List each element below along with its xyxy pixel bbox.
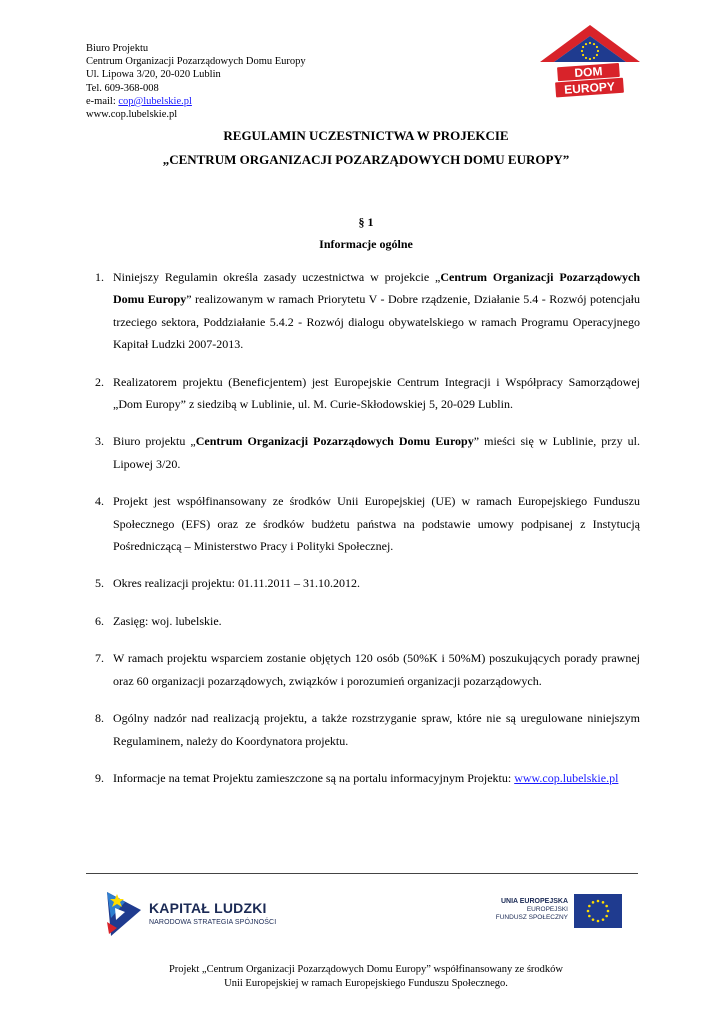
item-text: Ogólny nadzór nad realizacją projektu, a także rozstrzyganie spraw, które nie są uregulowane niniejszym Regulaminem, należy do Koordynatora projektu. bbox=[113, 711, 640, 748]
contact-website: www.cop.lubelskie.pl bbox=[86, 109, 178, 121]
contact-office: Biuro Projektu bbox=[86, 43, 149, 54]
eu-star-icon bbox=[597, 900, 600, 903]
item-text: Realizatorem projektu (Beneficjentem) jest Europejskie Centrum Integracji i Współpracy Samorządowej „Dom Europy” z siedzibą w Lublinie, ul. M. Curie-Skłodowskiej 5, 20-029 Lublin. bbox=[113, 374, 640, 412]
item-number: 7. bbox=[95, 651, 104, 666]
logo-star-icon bbox=[585, 57, 587, 59]
logo-star-icon bbox=[582, 54, 584, 56]
eu-star-icon bbox=[602, 918, 605, 921]
eu-fund-line-2: EUROPEJSKI bbox=[526, 906, 568, 913]
project-name: Centrum Organizacji Pozarządowych Domu Europy bbox=[113, 270, 640, 307]
website-link[interactable]: www.cop.lubelskie.pl bbox=[514, 770, 619, 785]
item-text: Niniejszy Regulamin określa zasady uczestnictwa w projekcie „ bbox=[113, 270, 441, 284]
item-number: 9. bbox=[95, 770, 104, 785]
eu-fund-text bbox=[496, 898, 568, 922]
item-text: Biuro projektu „ bbox=[113, 434, 196, 449]
title-line-2: „CENTRUM ORGANIZACJI POZARZĄDOWYCH DOMU EUROPY” bbox=[162, 152, 570, 167]
item-number: 8. bbox=[95, 711, 104, 726]
item-text: Zasięg: woj. lubelskie. bbox=[113, 613, 222, 628]
logo-star-icon bbox=[597, 50, 599, 52]
eu-flag-icon bbox=[574, 894, 622, 928]
email-label: e-mail: bbox=[86, 95, 119, 107]
email-link[interactable]: cop@lubelskie.pl bbox=[118, 95, 192, 107]
eu-star-icon bbox=[588, 905, 591, 908]
eu-fund-line-3: FUNDUSZ SPOŁECZNY bbox=[495, 914, 568, 921]
item-text: Projekt jest współfinansowany ze środków Unii Europejskiej (UE) w ramach Europejskiego Funduszu Społecznego (EFS) oraz ze środków budżetu państwa na podstawie umowy podpisanej z Instytucją Pośredniczącą – Ministerstwo Pracy i Polityki Społecznej. bbox=[113, 494, 640, 554]
contact-phone: Tel. 609-368-008 bbox=[86, 82, 159, 94]
list-item bbox=[86, 266, 640, 356]
logo-star-icon bbox=[582, 46, 584, 48]
section-heading bbox=[86, 211, 646, 255]
eu-star-icon bbox=[587, 910, 590, 913]
kapital-ludzki-name: KAPITAŁ LUDZKI bbox=[149, 900, 267, 916]
eu-fund-logo bbox=[490, 892, 622, 932]
rules-list bbox=[86, 266, 640, 789]
logo-text-europy: EUROPY bbox=[563, 79, 616, 97]
list-item bbox=[86, 572, 640, 594]
dom-europy-logo bbox=[538, 22, 642, 100]
eu-star-icon bbox=[592, 918, 595, 921]
logo-star-icon bbox=[593, 57, 595, 59]
list-item bbox=[86, 610, 640, 632]
page-footer bbox=[86, 963, 646, 991]
eu-star-icon bbox=[597, 920, 600, 923]
logo-star-icon bbox=[593, 43, 595, 45]
item-text: Okres realizacji projektu: 01.11.2011 – 31.10.2012. bbox=[113, 576, 361, 591]
list-item bbox=[86, 767, 640, 789]
item-number: 3. bbox=[95, 434, 104, 449]
footer-line-2: Unii Europejskiej w ramach Europejskiego Funduszu Społecznego. bbox=[224, 978, 508, 989]
item-number: 5. bbox=[95, 576, 104, 591]
logo-star-icon bbox=[581, 50, 583, 52]
item-number: 1. bbox=[95, 270, 104, 284]
title-line-1: REGULAMIN UCZESTNICTWA W PROJEKCIE bbox=[223, 128, 509, 143]
item-text: ” realizowanym w ramach Priorytetu V - Dobre rządzenie, Działanie 5.4 - Rozwój potencjału trzeciego sektora, Poddziałanie 5.4.2 - Rozwój dialogu obywatelskiego w ramach Programu Operacyjnego Kapitał Ludzki 2007-2013. bbox=[113, 292, 640, 352]
logo-star-icon bbox=[589, 58, 591, 60]
item-number: 2. bbox=[95, 374, 104, 389]
eu-name: UNIA EUROPEJSKA bbox=[500, 898, 568, 905]
eu-star-icon bbox=[592, 901, 595, 904]
logo-text-dom: DOM bbox=[573, 64, 603, 81]
logo-star-icon bbox=[589, 42, 591, 44]
logo-star-icon bbox=[596, 54, 598, 56]
logo-star-icon bbox=[596, 46, 598, 48]
footer-divider bbox=[86, 873, 638, 874]
logo-star-icon bbox=[585, 43, 587, 45]
eu-star-icon bbox=[605, 915, 608, 918]
eu-star-icon bbox=[607, 910, 610, 913]
kapital-ludzki-logo bbox=[103, 888, 303, 944]
list-item bbox=[86, 707, 640, 752]
item-number: 4. bbox=[95, 494, 104, 509]
contact-org-name: Centrum Organizacji Pozarządowych Domu Europy bbox=[86, 56, 306, 68]
list-item bbox=[86, 490, 640, 557]
contact-address: Ul. Lipowa 3/20, 20-020 Lublin bbox=[86, 69, 221, 81]
project-name: Centrum Organizacji Pozarządowych Domu Europy bbox=[195, 434, 474, 449]
contact-email-row bbox=[86, 95, 306, 108]
list-item bbox=[86, 430, 640, 475]
section-number: § 1 bbox=[358, 215, 374, 229]
document-title bbox=[86, 124, 646, 172]
section-title: Informacje ogólne bbox=[319, 237, 413, 251]
eu-star-icon bbox=[588, 915, 591, 918]
kapital-ludzki-subtitle: NARODOWA STRATEGIA SPÓJNOŚCI bbox=[149, 919, 277, 926]
item-text: ” mieści się w Lublinie, przy ul. Lipowej 3/20. bbox=[113, 434, 640, 471]
item-text: Informacje na temat Projektu zamieszczone są na portalu informacyjnym Projektu: bbox=[113, 770, 515, 785]
eu-star-icon bbox=[605, 905, 608, 908]
contact-block bbox=[86, 42, 306, 121]
item-number: 6. bbox=[95, 613, 104, 628]
list-item bbox=[86, 371, 640, 416]
kapital-ludzki-emblem-icon bbox=[103, 888, 145, 940]
eu-star-icon bbox=[602, 901, 605, 904]
item-text: W ramach projektu wsparciem zostanie objętych 120 osób (50%K i 50%M) poszukujących porady prawnej oraz 60 organizacji pozarządowych, związków i porozumień organizacji pozarządowych. bbox=[113, 651, 640, 688]
list-item bbox=[86, 647, 640, 692]
footer-line-1: Projekt „Centrum Organizacji Pozarządowych Domu Europy” współfinansowany ze środków bbox=[168, 964, 564, 975]
